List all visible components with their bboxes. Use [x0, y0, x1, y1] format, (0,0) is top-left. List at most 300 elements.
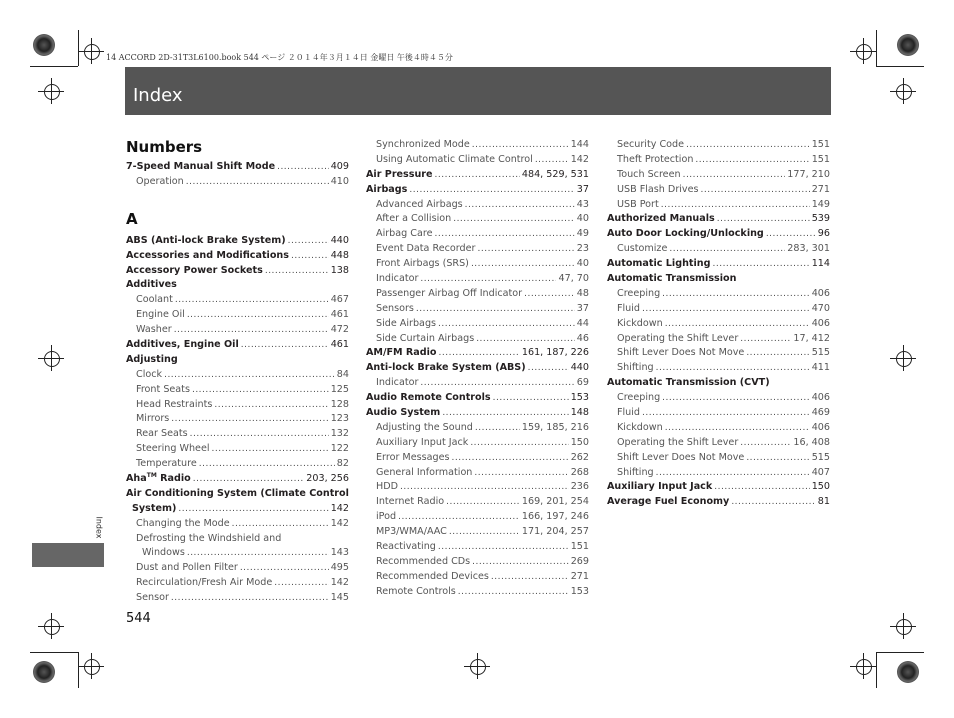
entry-term-text: Synchronized Mode: [376, 139, 470, 150]
entry-page-ref[interactable]: 125: [330, 383, 349, 395]
index-subentry: [126, 442, 349, 457]
entry-term: [376, 421, 473, 436]
entry-term-text: Creeping: [617, 392, 661, 404]
dot-leader: [665, 421, 810, 436]
dot-leader: [291, 249, 329, 264]
entry-term: [607, 495, 729, 510]
entry-page-ref[interactable]: 271: [570, 570, 589, 582]
entry-page-ref[interactable]: 161, 187, 226: [521, 347, 589, 359]
index-entry: [126, 472, 349, 487]
dot-leader: [190, 427, 329, 442]
entry-page-ref[interactable]: 40: [576, 258, 589, 270]
entry-term-text: Automatic Lighting: [607, 258, 711, 270]
print-header: 14 ACCORD 2D-31T3L6100.book 544 ページ ２０１４年３月１４日 金曜日 午後４時４５分: [106, 53, 453, 62]
entry-page-ref[interactable]: 407: [811, 466, 830, 478]
entry-term: [126, 472, 191, 487]
entry-term-text: After a Collision: [376, 213, 452, 225]
entry-term: [617, 287, 660, 302]
entry-term-text: Coolant: [136, 294, 173, 306]
dot-leader: [420, 376, 574, 391]
entry-term: [607, 480, 712, 495]
entry-term-text: Using Automatic Climate Control: [376, 153, 533, 165]
entry-term-text: Additives: [126, 279, 177, 291]
entry-page-ref[interactable]: 169, 201, 254: [521, 496, 589, 508]
registration-mark: [896, 351, 912, 367]
entry-term: [126, 487, 349, 502]
entry-term: [617, 391, 660, 406]
index-subentry: [607, 346, 830, 361]
index-subentry: [607, 138, 830, 153]
entry-page-ref[interactable]: 82: [336, 458, 349, 470]
entry-page-ref[interactable]: 123: [330, 413, 349, 425]
entry-page-ref[interactable]: 122: [330, 443, 349, 455]
entry-page-ref[interactable]: 484, 529, 531: [521, 168, 589, 180]
entry-term-text: Washer: [136, 324, 172, 336]
entry-page-ref[interactable]: 44: [576, 317, 589, 329]
entry-term: [617, 153, 693, 168]
entry-term: [617, 361, 654, 376]
entry-term: [376, 198, 463, 213]
dot-leader: [746, 451, 809, 466]
index-subentry: [126, 427, 349, 442]
entry-term-text: Customize: [617, 243, 668, 255]
index-subentry: [607, 242, 830, 257]
entry-page-ref[interactable]: 40: [576, 213, 589, 225]
index-entry: [607, 376, 830, 391]
index-subentry: [607, 406, 830, 421]
dot-leader: [642, 406, 810, 421]
entry-term-text: Audio System: [366, 407, 441, 419]
entry-page-ref[interactable]: 440: [330, 234, 349, 246]
index-entry: [126, 160, 349, 175]
dot-leader: [656, 466, 810, 481]
crop-line: [51, 345, 52, 371]
entry-page-ref[interactable]: 469: [811, 407, 830, 419]
entry-page-ref[interactable]: 495: [330, 562, 349, 574]
entry-page-ref[interactable]: 177, 210: [787, 168, 830, 180]
entry-term: [376, 555, 470, 570]
entry-page-ref[interactable]: 269: [570, 555, 589, 567]
entry-page-ref[interactable]: 17, 412: [793, 332, 830, 344]
entry-page-ref[interactable]: 410: [330, 175, 349, 187]
entry-page-ref[interactable]: 48: [576, 287, 589, 299]
entry-term-text: Engine Oil: [136, 309, 185, 321]
crop-line: [876, 30, 877, 66]
entry-term: [617, 242, 667, 257]
entry-page-ref[interactable]: 166, 197, 246: [521, 511, 589, 523]
registration-mark: [896, 84, 912, 100]
entry-term: [136, 175, 184, 190]
entry-term-text: Changing the Mode: [136, 517, 230, 529]
entry-page-ref[interactable]: 440: [570, 362, 589, 374]
index-entry: [126, 278, 349, 293]
entry-term-text: General Information: [376, 466, 473, 478]
entry-term: [376, 436, 468, 451]
registration-badge: [897, 34, 919, 56]
dot-leader: [669, 242, 785, 257]
index-subentry: [126, 398, 349, 413]
dot-leader: [435, 168, 520, 183]
entry-page-ref[interactable]: 81: [817, 496, 830, 508]
entry-page-ref[interactable]: 145: [330, 592, 349, 604]
dot-leader: [535, 153, 569, 168]
entry-term: [607, 257, 710, 272]
entry-term-text: Air Pressure: [366, 168, 433, 180]
entry-page-ref[interactable]: 203, 256: [306, 473, 349, 485]
dot-leader: [178, 502, 328, 517]
entry-term: [376, 570, 489, 585]
registration-badge: [897, 661, 919, 683]
entry-term-text: Advanced Airbags: [376, 198, 463, 210]
index-entry: [126, 249, 349, 264]
entry-page-ref[interactable]: 142: [330, 577, 349, 589]
entry-term-text: Reactivating: [376, 541, 436, 553]
entry-page-ref[interactable]: 114: [811, 258, 830, 270]
crop-line: [51, 78, 52, 104]
dot-leader: [524, 287, 575, 302]
index-subentry: [366, 257, 589, 272]
entry-page-ref[interactable]: 142: [330, 502, 349, 514]
entry-page-ref[interactable]: 461: [330, 309, 349, 321]
entry-term-text: Accessory Power Sockets: [126, 264, 263, 276]
entry-term-text: USB Flash Drives: [617, 183, 699, 195]
entry-term: [376, 540, 436, 555]
entry-page-ref[interactable]: 411: [811, 362, 830, 374]
entry-page-ref[interactable]: 406: [811, 392, 830, 404]
entry-term-text: Creeping: [617, 287, 661, 299]
dot-leader: [277, 160, 329, 175]
entry-term-text: Radio: [156, 473, 191, 485]
entry-term: [126, 264, 263, 279]
dot-leader: [766, 227, 816, 242]
entry-term: [607, 272, 736, 287]
index-subentry: [366, 436, 589, 451]
dot-leader: [472, 138, 569, 153]
index-subentry: [607, 183, 830, 198]
entry-term-text: Error Messages: [376, 451, 450, 463]
entry-term: [136, 457, 197, 472]
entry-term: [617, 168, 681, 183]
entry-page-ref[interactable]: 143: [330, 547, 349, 559]
entry-page-ref[interactable]: 461: [330, 339, 349, 351]
dot-leader: [435, 227, 575, 242]
entry-page-ref[interactable]: 128: [330, 398, 349, 410]
dot-leader: [656, 361, 810, 376]
dot-leader: [400, 480, 569, 495]
entry-page-ref[interactable]: 138: [330, 264, 349, 276]
entry-page-ref[interactable]: 37: [576, 183, 589, 195]
dot-leader: [199, 457, 335, 472]
entry-term-text: Audio Remote Controls: [366, 392, 491, 404]
entry-page-ref[interactable]: 171, 204, 257: [521, 526, 589, 538]
entry-term: [376, 466, 472, 481]
entry-term-text: Head Restraints: [136, 398, 213, 410]
entry-page-ref[interactable]: 151: [570, 541, 589, 553]
entry-term-text: Front Seats: [136, 383, 190, 395]
entry-page-ref[interactable]: 515: [811, 451, 830, 463]
entry-term-text: Aha: [126, 473, 147, 485]
entry-page-ref[interactable]: 49: [576, 228, 589, 240]
entry-term-text: Event Data Recorder: [376, 243, 476, 255]
dot-leader: [442, 406, 568, 421]
crop-line: [78, 652, 79, 688]
entry-term: [136, 412, 169, 427]
entry-term-text: Air Conditioning System (Climate Control: [126, 487, 349, 499]
entry-term-text: Airbags: [366, 183, 408, 195]
index-subentry: [126, 591, 349, 606]
entry-term-text: Shifting: [617, 466, 654, 478]
entry-term: [136, 398, 212, 413]
dot-leader: [449, 525, 520, 540]
entry-page-ref[interactable]: 37: [576, 302, 589, 314]
entry-page-ref[interactable]: 262: [570, 451, 589, 463]
entry-page-ref[interactable]: 84: [336, 368, 349, 380]
entry-term: [376, 242, 475, 257]
entry-page-ref[interactable]: 153: [570, 585, 589, 597]
entry-term: [376, 376, 418, 391]
entry-term: [126, 278, 177, 293]
entry-term: [366, 361, 526, 376]
entry-term-text: AM/FM Radio: [366, 347, 437, 359]
dot-leader: [438, 540, 569, 555]
entry-term: [126, 234, 286, 249]
dot-leader: [686, 138, 810, 153]
dot-leader: [465, 198, 575, 213]
entry-page-ref[interactable]: 470: [811, 302, 830, 314]
entry-page-ref[interactable]: 159, 185, 216: [521, 421, 589, 433]
index-entry: [607, 227, 830, 242]
entry-page-ref[interactable]: 236: [570, 481, 589, 493]
index-subentry: [366, 287, 589, 302]
entry-term: [376, 212, 451, 227]
entry-term-text: Clock: [136, 368, 163, 380]
index-subentry: [607, 332, 830, 347]
dot-leader: [746, 346, 809, 361]
entry-page-ref[interactable]: 16, 408: [793, 436, 830, 448]
dot-leader: [164, 368, 335, 383]
entry-term-text: Sensor: [136, 592, 169, 604]
dot-leader: [409, 183, 574, 198]
entry-page-ref[interactable]: 47, 70: [558, 273, 589, 285]
entry-term: [376, 287, 522, 302]
dot-leader: [187, 308, 329, 323]
index-column-1: [126, 138, 349, 606]
entry-term: [617, 198, 659, 213]
entry-page-ref[interactable]: 142: [330, 517, 349, 529]
section-heading: A: [126, 209, 138, 228]
entry-term-text: Steering Wheel: [136, 443, 210, 455]
entry-term-text: Fluid: [617, 302, 641, 314]
entry-page-ref[interactable]: 153: [570, 392, 589, 404]
index-subentry: [607, 287, 830, 302]
entry-term: [126, 249, 289, 264]
entry-page-ref[interactable]: 150: [811, 481, 830, 493]
dot-leader: [416, 302, 575, 317]
entry-term: [366, 391, 491, 406]
index-subentry: [607, 168, 830, 183]
entry-term-text: Defrosting the Windshield and: [136, 532, 282, 544]
entry-term-text: Auto Door Locking/Unlocking: [607, 228, 764, 240]
entry-term-text: Security Code: [617, 139, 685, 150]
entry-page-ref[interactable]: 148: [570, 407, 589, 419]
dot-leader: [171, 412, 328, 427]
crop-line: [863, 653, 864, 679]
title-bar: [125, 67, 831, 115]
index-subentry: [366, 332, 589, 347]
entry-term-text: Remote Controls: [376, 585, 456, 597]
entry-page-ref[interactable]: 406: [811, 421, 830, 433]
dot-leader: [642, 302, 810, 317]
entry-term-text: Anti-lock Brake System (ABS): [366, 362, 526, 374]
crop-line: [51, 613, 52, 639]
entry-term: [366, 183, 407, 198]
entry-term: [376, 257, 469, 272]
entry-term: [136, 442, 210, 457]
entry-page-ref[interactable]: 151: [811, 139, 830, 150]
dot-leader: [446, 495, 520, 510]
entry-page-ref[interactable]: 283, 301: [787, 243, 830, 255]
dot-leader: [475, 421, 520, 436]
side-tab: [32, 543, 104, 567]
entry-term-text: Fluid: [617, 407, 641, 419]
entry-term-text: Operating the Shift Lever: [617, 436, 739, 448]
dot-leader: [493, 391, 569, 406]
entry-page-ref[interactable]: 96: [817, 228, 830, 240]
entry-term-text: ABS (Anti-lock Brake System): [126, 234, 286, 246]
dot-leader: [491, 570, 569, 585]
entry-term: [617, 332, 738, 347]
entry-term: [126, 160, 275, 175]
entry-term-text: Adjusting: [126, 353, 178, 365]
entry-page-ref[interactable]: 23: [576, 243, 589, 255]
entry-page-ref[interactable]: 406: [811, 317, 830, 329]
entry-term-text: System): [132, 502, 177, 514]
entry-term-text: Automatic Transmission (CVT): [607, 377, 770, 389]
crop-line: [91, 38, 92, 64]
index-entry: [607, 480, 830, 495]
dot-leader: [192, 383, 329, 398]
registration-mark: [44, 619, 60, 635]
entry-term: [617, 406, 640, 421]
entry-term-text: Average Fuel Economy: [607, 496, 730, 508]
entry-page-ref[interactable]: 69: [576, 377, 589, 389]
dot-leader: [288, 234, 329, 249]
entry-page-ref[interactable]: 150: [570, 436, 589, 448]
dot-leader: [240, 561, 329, 576]
entry-page-ref[interactable]: 271: [811, 183, 830, 195]
index-subentry: [126, 383, 349, 398]
entry-term-text: Kickdown: [617, 317, 663, 329]
entry-term-text: Shift Lever Does Not Move: [617, 347, 745, 359]
entry-term-text: Side Airbags: [376, 317, 437, 329]
index-subentry: [126, 412, 349, 427]
entry-page-ref[interactable]: 268: [570, 466, 589, 478]
entry-term-text: iPod: [376, 511, 397, 523]
entry-term-text: Operation: [136, 175, 184, 187]
entry-page-ref[interactable]: 149: [811, 198, 830, 210]
entry-term-text: Adjusting the Sound: [376, 421, 473, 433]
index-subentry: [607, 436, 830, 451]
index-subentry: [366, 302, 589, 317]
dot-leader: [740, 436, 791, 451]
dot-leader: [474, 466, 568, 481]
crop-line: [903, 613, 904, 639]
entry-term: [607, 227, 764, 242]
entry-term: [136, 293, 173, 308]
index-subentry: [366, 198, 589, 213]
index-entry: [126, 264, 349, 279]
dot-leader: [174, 323, 329, 338]
entry-term-text: Theft Protection: [617, 153, 694, 165]
index-subentry: [366, 525, 589, 540]
index-subentry: [366, 212, 589, 227]
index-entry: [366, 391, 589, 406]
index-subentry: [366, 466, 589, 481]
entry-page-ref[interactable]: 43: [576, 198, 589, 210]
entry-term: [376, 495, 444, 510]
index-entry: [607, 212, 830, 227]
entry-term: [376, 510, 396, 525]
index-subentry: [366, 555, 589, 570]
entry-term-text: Indicator: [376, 273, 419, 285]
entry-term-text: Additives, Engine Oil: [126, 339, 239, 351]
entry-term-text: Recirculation/Fresh Air Mode: [136, 577, 273, 589]
dot-leader: [695, 153, 809, 168]
index-subentry: [366, 138, 589, 153]
page-number: 544: [126, 611, 151, 626]
entry-term: [376, 272, 418, 287]
entry-term: [376, 480, 398, 495]
dot-leader: [662, 391, 810, 406]
entry-page-ref[interactable]: 132: [330, 428, 349, 440]
entry-page-ref[interactable]: 142: [570, 153, 589, 165]
entry-page-ref[interactable]: 406: [811, 287, 830, 299]
entry-term: [136, 532, 281, 547]
dot-leader: [712, 257, 809, 272]
entry-term: [617, 346, 744, 361]
entry-term-text: Rear Seats: [136, 428, 188, 440]
entry-page-ref[interactable]: 46: [576, 332, 589, 344]
dot-leader: [232, 517, 329, 532]
entry-page-ref[interactable]: 467: [330, 294, 349, 306]
crop-line: [78, 30, 79, 66]
entry-term-text: Authorized Manuals: [607, 213, 715, 225]
dot-leader: [714, 480, 809, 495]
entry-page-ref[interactable]: 539: [811, 213, 830, 225]
dot-leader: [701, 183, 810, 198]
entry-term-text: Recommended Devices: [376, 570, 489, 582]
entry-term: [136, 323, 172, 338]
entry-term-text: Indicator: [376, 377, 419, 389]
index-subentry: [126, 293, 349, 308]
dot-leader: [471, 257, 575, 272]
entry-page-ref[interactable]: 448: [330, 249, 349, 261]
dot-leader: [451, 451, 568, 466]
entry-page-ref[interactable]: 515: [811, 347, 830, 359]
entry-term: [126, 338, 239, 353]
entry-term-text: Auxiliary Input Jack: [607, 481, 713, 493]
entry-term-text: Touch Screen: [617, 168, 681, 180]
entry-term: [376, 153, 533, 168]
entry-page-ref[interactable]: 409: [330, 161, 349, 172]
entry-page-ref[interactable]: 151: [811, 153, 830, 165]
index-subentry: [607, 361, 830, 376]
index-entry: [366, 168, 589, 183]
index-subentry: [366, 272, 589, 287]
entry-term: [366, 346, 437, 361]
entry-page-ref[interactable]: 144: [570, 139, 589, 150]
entry-page-ref[interactable]: 472: [330, 324, 349, 336]
